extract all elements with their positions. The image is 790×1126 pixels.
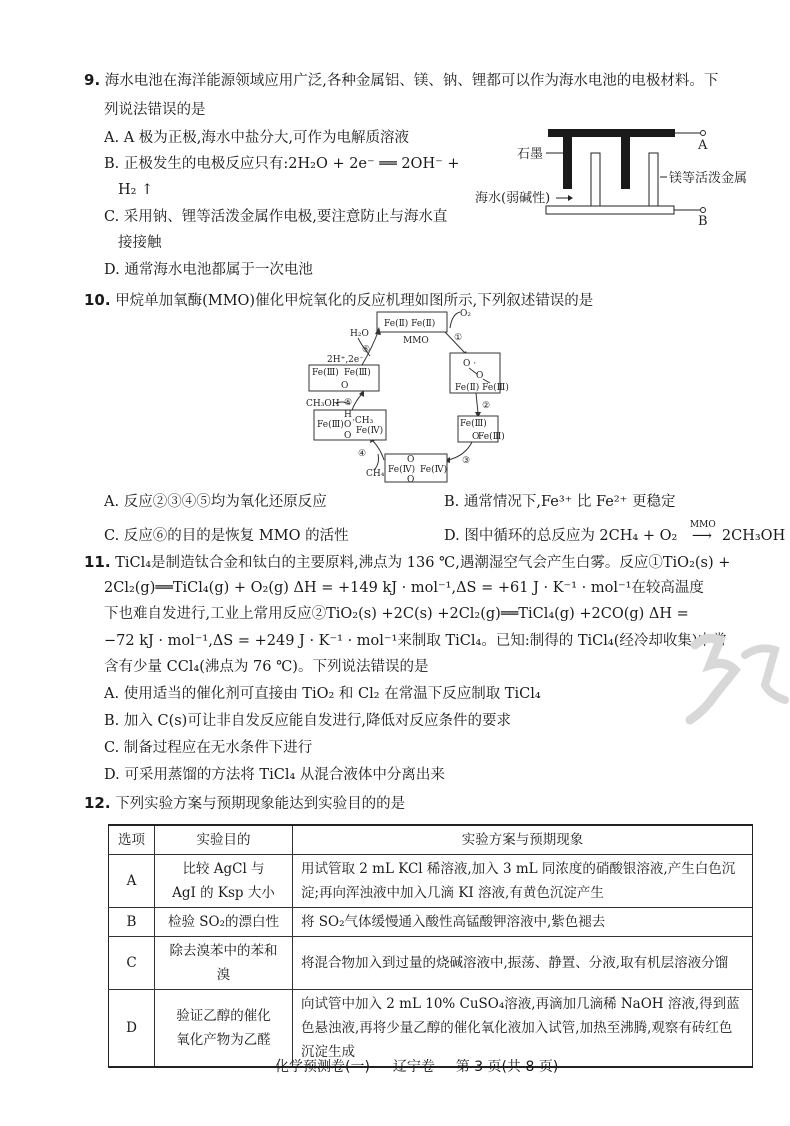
svg-text:H: H [344,410,352,420]
table-row [109,908,753,937]
q11-option-a: A. 使用适当的催化剂可直接由 TiO₂ 和 Cl₂ 在常温下反应制取 TiCl₄ [104,686,541,702]
terminal-b-icon [701,208,706,213]
footer-subject: 化学预测卷(一) [275,1059,370,1075]
q11-option-b: B. 加入 C(s)可让非自发反应能自发进行,降低对反应条件的要求 [104,713,511,729]
table-row [109,937,753,990]
graphite-electrode-right [621,137,630,189]
svg-text:Fe(Ⅲ): Fe(Ⅲ) [460,419,487,429]
q11-stem-line1: 11. TiCl₄是制造钛合金和钛白的主要原料,沸点为 136 ℃,遇潮湿空气会产生白雾。反应①TiO₂(s) + [84,553,731,571]
seawater-label: 海水(弱碱性) [475,191,551,206]
mmo-label: MMO [403,336,429,346]
header-option: 选项 [109,825,155,855]
q11-stem-line2: 2Cl₂(g)══TiCl₄(g) + O₂(g) ΔH = +149 kJ · mol⁻¹,ΔS = +61 J · K⁻¹ · mol⁻¹在较高温度 [104,580,704,596]
q9-stem-line2: 列说法错误的是 [104,102,206,118]
svg-text:Fe(Ⅲ): Fe(Ⅲ) [478,432,505,442]
metal-label: 镁等活泼金属 [669,171,748,186]
metal-electrode-left [591,153,600,206]
svg-text:O: O [407,475,415,485]
header-purpose: 实验目的 [155,825,293,855]
graphite-electrode-left [563,137,572,189]
svg-text:O ·: O · [463,359,477,369]
page-footer [275,1056,558,1076]
svg-text:Fe(Ⅲ): Fe(Ⅲ) [312,368,339,378]
q11-option-d: D. 可采用蒸馏的方法将 TiCl₄ 从混合液体中分离出来 [104,767,445,783]
svg-text:O₂: O₂ [460,309,471,319]
question-number: 11 [84,553,105,571]
svg-text:②: ② [482,401,491,411]
row-plan: 将 SO₂气体缓慢通入酸性高锰酸钾溶液中,紫色褪去 [293,908,753,937]
question-number: 10 [84,291,105,309]
svg-text:·CH₃: ·CH₃ [352,416,374,426]
terminal-b-label: B [698,214,708,229]
q11-stem-line5: 含有少量 CCl₄(沸点为 76 ℃)。下列说法错误的是 [104,659,429,675]
svg-text:CH₄: CH₄ [366,469,385,479]
row-option: C [109,937,155,990]
svg-text:④: ④ [358,449,367,459]
mmo-cycle-diagram [300,308,520,486]
table-row [109,855,753,908]
footer-region: 辽宁卷 [392,1059,435,1075]
svg-text:Fe(Ⅲ): Fe(Ⅲ) [317,420,344,430]
row-purpose: 验证乙醇的催化 氧化产物为乙醛 [155,990,293,1068]
svg-text:Fe(Ⅳ): Fe(Ⅳ) [388,465,416,475]
svg-text:O: O [344,431,352,441]
reaction-arrow: MMO ⟶ [689,520,716,544]
svg-text:①: ① [454,333,463,343]
metal-electrode-right [649,153,658,206]
svg-text:CH₃OH: CH₃OH [306,399,340,409]
svg-text:O: O [476,371,484,381]
question-number: 9 [84,71,95,89]
watermark-logo [675,625,790,725]
row-option: D [109,990,155,1068]
svg-text:Fe(Ⅳ): Fe(Ⅳ) [420,465,448,475]
svg-text:Fe(Ⅲ): Fe(Ⅲ) [344,368,371,378]
q9-stem-line1: 9. 海水电池在海洋能源领域应用广泛,各种金属铝、镁、钠、锂都可以作为海水电池的电极材料。下 [84,71,719,89]
row-option: B [109,908,155,937]
q10-option-c: C. 反应⑥的目的是恢复 MMO 的活性 [104,528,349,544]
q9-option-b-cont: H₂ ↑ [118,182,154,198]
graphite-label: 石墨 [517,147,544,162]
q11-option-c: C. 制备过程应在无水条件下进行 [104,740,313,756]
footer-page-number: 第 3 页(共 8 页) [455,1059,559,1075]
svg-text:Fe(Ⅳ): Fe(Ⅳ) [356,426,384,436]
svg-text:Fe(Ⅱ) Fe(Ⅱ): Fe(Ⅱ) Fe(Ⅱ) [384,319,436,329]
q9-option-c-cont: 接接触 [118,235,162,251]
row-purpose: 比较 AgCl 与 AgI 的 Ksp 大小 [155,855,293,908]
svg-text:Fe(Ⅱ) Fe(Ⅲ): Fe(Ⅱ) Fe(Ⅲ) [455,383,509,393]
question-number: 12 [84,794,105,812]
seawater-battery-diagram [470,115,770,235]
q10-option-b: B. 通常情况下,Fe³⁺ 比 Fe²⁺ 更稳定 [444,494,676,510]
svg-text:2H⁺,2e⁻: 2H⁺,2e⁻ [327,355,364,365]
q12-stem: 12. 下列实验方案与预期现象能达到实验目的的是 [84,794,406,812]
header-plan: 实验方案与预期现象 [293,825,753,855]
row-plan: 用试管取 2 mL KCl 稀溶液,加入 3 mL 同浓度的硝酸银溶液,产生白色沉淀;再向浑浊液中加入几滴 KI 溶液,有黄色沉淀产生 [293,855,753,908]
svg-text:O: O [341,381,349,391]
q9-option-c: C. 采用钠、锂等活泼金属作电极,要注意防止与海水直 [104,209,448,225]
terminal-a-icon [701,131,706,136]
q9-stem-text: 海水电池在海洋能源领域应用广泛,各种金属铝、镁、钠、锂都可以作为海水电池的电极材料。下 [104,73,719,89]
metal-base-bar [546,206,674,214]
q10-stem: 10. 甲烷单加氧酶(MMO)催化甲烷氧化的反应机理如图所示,下列叙述错误的是 [84,291,594,309]
row-purpose: 除去溴苯中的苯和溴 [155,937,293,990]
q9-option-d: D. 通常海水电池都属于一次电池 [104,262,313,278]
svg-text:O: O [407,455,415,465]
graphite-top-bar [548,129,675,137]
row-purpose: 检验 SO₂的漂白性 [155,908,293,937]
q11-stem-line3: 下也难自发进行,工业上常用反应②TiO₂(s) +2C(s) +2Cl₂(g)══TiCl₄(g) +2CO(g) ΔH = [104,606,689,622]
experiment-table [108,824,753,1068]
q9-option-b: B. 正极发生的电极反应只有:2H₂O + 2e⁻ ══ 2OH⁻ + [104,156,460,172]
q10-option-d: D. 图中循环的总反应为 2CH₄ + O₂ MMO ⟶ 2CH₃OH [444,520,786,544]
svg-text:③: ③ [462,456,471,466]
terminal-a-label: A [698,138,708,153]
q9-option-a: A. A 极为正极,海水中盐分大,可作为电解质溶液 [104,130,410,146]
svg-text:⑤: ⑤ [344,398,353,408]
row-plan: 将混合物加入到过量的烧碱溶液中,振荡、静置、分液,取有机层溶液分馏 [293,937,753,990]
q10-option-a: A. 反应②③④⑤均为氧化还原反应 [104,494,327,510]
svg-text:⑥: ⑥ [362,345,371,355]
q11-stem-line4: −72 kJ · mol⁻¹,ΔS = +249 J · K⁻¹ · mol⁻¹来制取 TiCl₄。已知:制得的 TiCl₄(经冷却收集)中常 [104,633,727,649]
table-header-row [109,825,753,855]
row-option: A [109,855,155,908]
svg-text:O: O [472,432,480,442]
row-plan: 向试管中加入 2 mL 10% CuSO₄溶液,再滴加几滴稀 NaOH 溶液,得到蓝色悬浊液,再将少量乙醇的催化氧化液加入试管,加热至沸腾,观察有砖红色沉淀生成 [293,990,753,1068]
svg-text:H₂O: H₂O [350,329,369,339]
svg-text:O: O [344,420,352,430]
